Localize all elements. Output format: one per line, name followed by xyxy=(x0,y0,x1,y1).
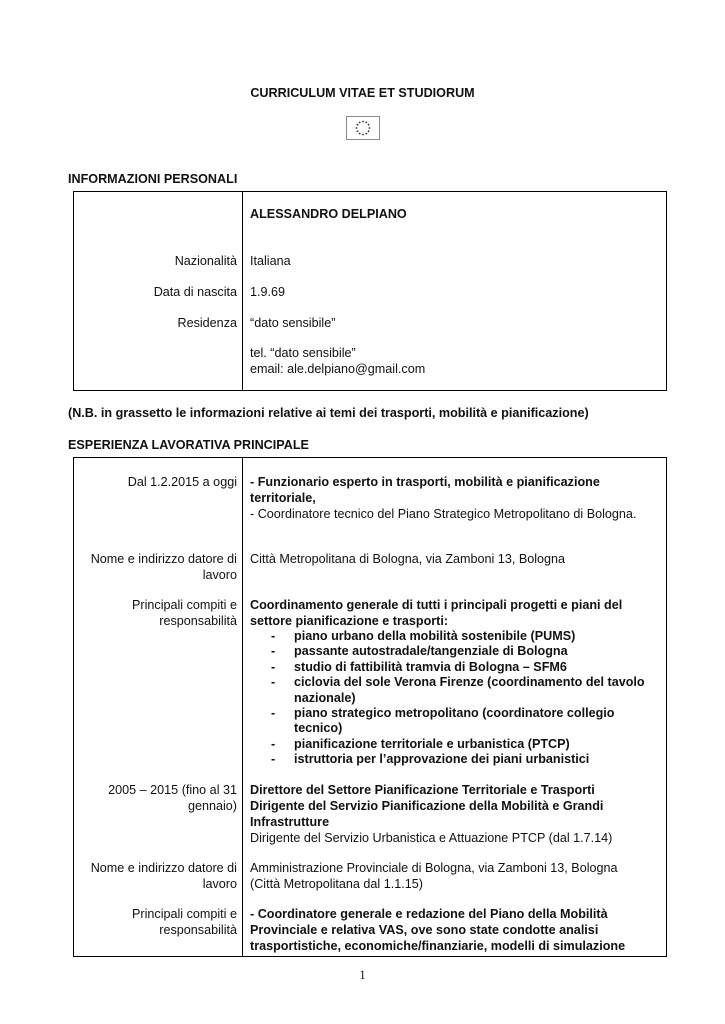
nationality-label: Nazionalità xyxy=(174,254,237,268)
birth-date-label: Data di nascita xyxy=(153,285,237,299)
residence-value: “dato sensibile” xyxy=(250,316,336,330)
job1-tasks-intro: Coordinamento generale di tutti i principali progetti e piani del settore pianificazione e trasporti: xyxy=(250,598,623,628)
job2-role-plain: Dirigente del Servizio Urbanistica e Attuazione PTCP (dal 1.7.14) xyxy=(250,831,613,845)
job2-employer-line-1: Amministrazione Provinciale di Bologna, via Zamboni 13, Bologna xyxy=(250,861,618,875)
email-value: email: ale.delpiano@gmail.com xyxy=(250,362,426,376)
list-item: - pianificazione territoriale e urbanistica (PTCP) xyxy=(271,736,570,751)
bold-note: (N.B. in grassetto le informazioni relative ai temi dei trasporti, mobilità e pianificazione) xyxy=(68,406,589,420)
personal-info-heading: INFORMAZIONI PERSONALI xyxy=(68,172,238,186)
job2-role xyxy=(250,782,650,846)
job1-period: Dal 1.2.2015 a oggi xyxy=(127,475,237,489)
document-title: CURRICULUM VITAE ET STUDIORUM xyxy=(250,86,475,100)
list-item: - istruttoria per l’approvazione dei piani urbanistici xyxy=(271,752,590,767)
job2-employer-value xyxy=(250,860,618,892)
job1-employer-label: Nome e indirizzo datore di lavoro xyxy=(90,552,237,582)
birth-date-value: 1.9.69 xyxy=(250,285,286,299)
list-item: - piano urbano della mobilità sostenibile (PUMS) xyxy=(271,629,576,643)
column-divider xyxy=(242,191,243,391)
list-item: - studio di fattibilità tramvia di Bologna – SFM6 xyxy=(271,659,567,674)
job1-tasks xyxy=(250,597,655,768)
list-item: - passante autostradale/tangenziale di Bologna xyxy=(271,644,568,659)
residence-label: Residenza xyxy=(177,316,237,330)
person-name: ALESSANDRO DELPIANO xyxy=(250,207,407,221)
job2-employer-line-2: (Città Metropolitana dal 1.1.15) xyxy=(250,877,423,891)
job1-role xyxy=(250,474,662,522)
list-item: - piano strategico metropolitano (coordinatore collegio tecnico) xyxy=(271,706,615,736)
job1-tasks-label: Principali compiti e responsabilità xyxy=(132,598,237,628)
job1-employer-value: Città Metropolitana di Bologna, via Zamboni 13, Bologna xyxy=(250,552,566,566)
job1-role-plain: - Coordinatore tecnico del Piano Strategico Metropolitano di Bologna. xyxy=(250,507,637,521)
list-item: - ciclovia del sole Verona Firenze (coordinamento del tavolo nazionale) xyxy=(271,675,645,705)
experience-heading: ESPERIENZA LAVORATIVA PRINCIPALE xyxy=(68,438,309,452)
eu-flag-icon xyxy=(346,116,380,140)
job2-tasks-text: - Coordinatore generale e redazione del Piano della Mobilità Provinciale e relativa VAS, ove sono state condotte analisi trasportistiche, economiche/finanziarie, modelli di simulazione xyxy=(250,907,626,953)
job1-role-bold: - Funzionario esperto in trasporti, mobilità e pianificazione territoriale, xyxy=(250,475,600,505)
job2-role-bold-2: Dirigente del Servizio Pianificazione della Mobilità e Grandi Infrastrutture xyxy=(250,799,604,829)
column-divider xyxy=(242,457,243,957)
nationality-value: Italiana xyxy=(250,254,291,268)
telephone-value: tel. “dato sensibile” xyxy=(250,346,356,360)
job2-employer-label: Nome e indirizzo datore di lavoro xyxy=(90,861,237,891)
job2-tasks-label: Principali compiti e responsabilità xyxy=(132,907,237,937)
job2-role-bold-1: Direttore del Settore Pianificazione Territoriale e Trasporti xyxy=(250,783,595,797)
eu-stars-icon xyxy=(347,117,379,139)
page-number: 1 xyxy=(359,968,366,982)
job1-task-list xyxy=(250,629,655,768)
job2-period: 2005 – 2015 (fino al 31 gennaio) xyxy=(108,783,237,813)
